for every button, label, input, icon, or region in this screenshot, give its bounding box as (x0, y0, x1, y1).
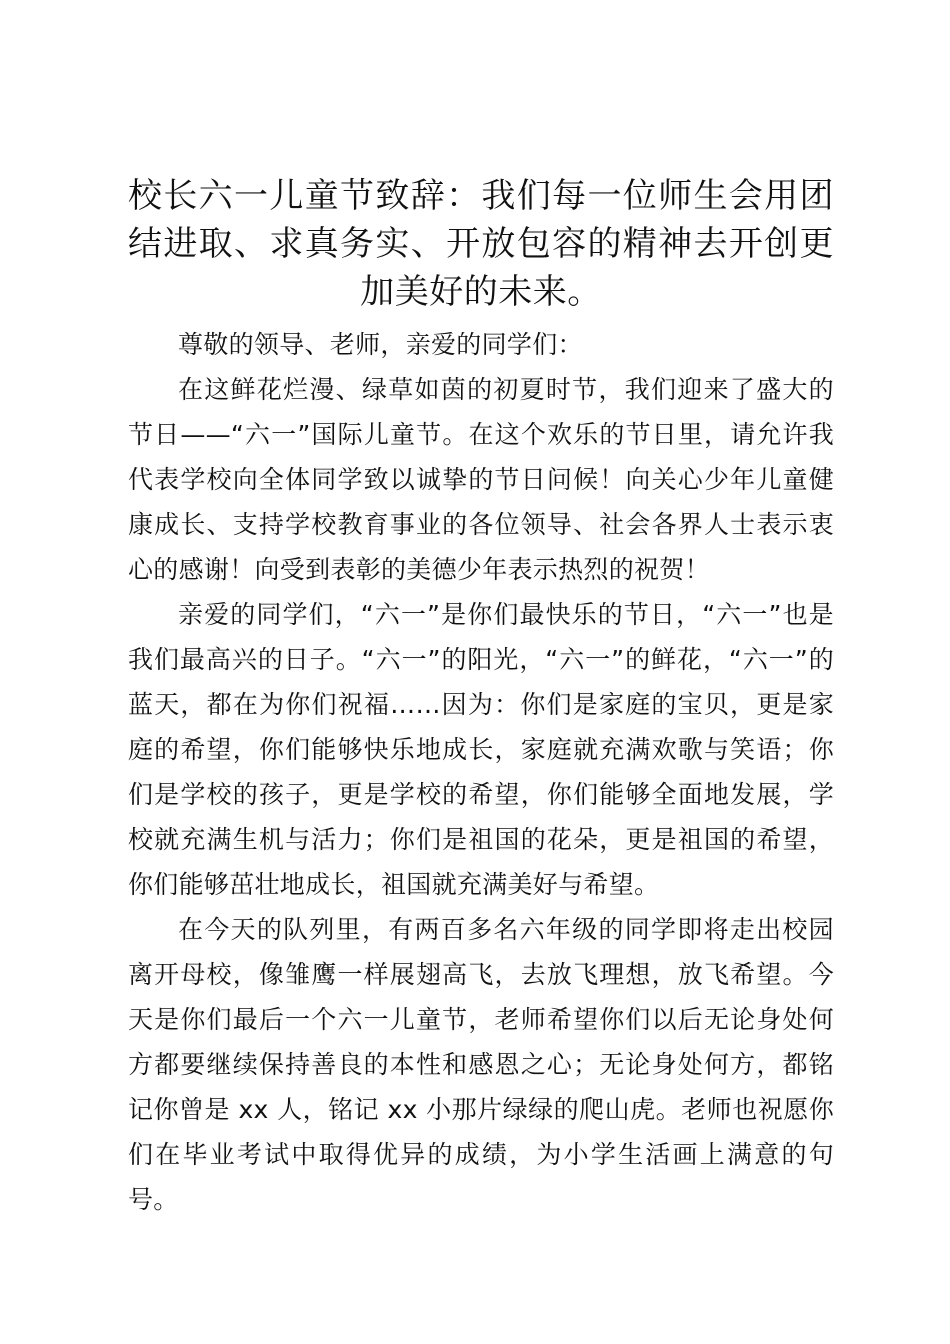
document-page (128, 172, 834, 1222)
paragraph: 在今天的队列里，有两百多名六年级的同学即将走出校园离开母校，像雏鹰一样展翅高飞，去放飞理想，放飞希望。今天是你们最后一个六一儿童节，老师希望你们以后无论身处何方都要继续保持善良的本性和感恩之心；无论身处何方，都铭记你曾是 xx 人，铭记 xx 小那片绿绿的爬山虎。老师也祝愿你们在毕业考试中取得优异的成绩，为小学生活画上满意的句号。 (128, 915, 834, 1214)
document-body (128, 322, 834, 1222)
paragraph: 在这鲜花烂漫、绿草如茵的初夏时节，我们迎来了盛大的节日——“六一”国际儿童节。在这个欢乐的节日里，请允许我代表学校向全体同学致以诚挚的节日问候！向关心少年儿童健康成长、支持学校教育事业的各位领导、社会各界人士表示衷心的感谢！向受到表彰的美德少年表示热烈的祝贺！ (128, 375, 834, 584)
document-title: 校长六一儿童节致辞：我们每一位师生会用团结进取、求真务实、开放包容的精神去开创更加美好的未来。 (128, 176, 834, 312)
salutation: 尊敬的领导、老师，亲爱的同学们： (178, 330, 583, 359)
paragraph: 亲爱的同学们，“六一”是你们最快乐的节日，“六一”也是我们最高兴的日子。“六一”的阳光，“六一”的鲜花，“六一”的蓝天，都在为你们祝福……因为：你们是家庭的宝贝，更是家庭的希望，你们能够快乐地成长，家庭就充满欢歌与笑语；你们是学校的孩子，更是学校的希望，你们能够全面地发展，学校就充满生机与活力；你们是祖国的花朵，更是祖国的希望，你们能够茁壮地成长，祖国就充满美好与希望。 (128, 600, 834, 899)
